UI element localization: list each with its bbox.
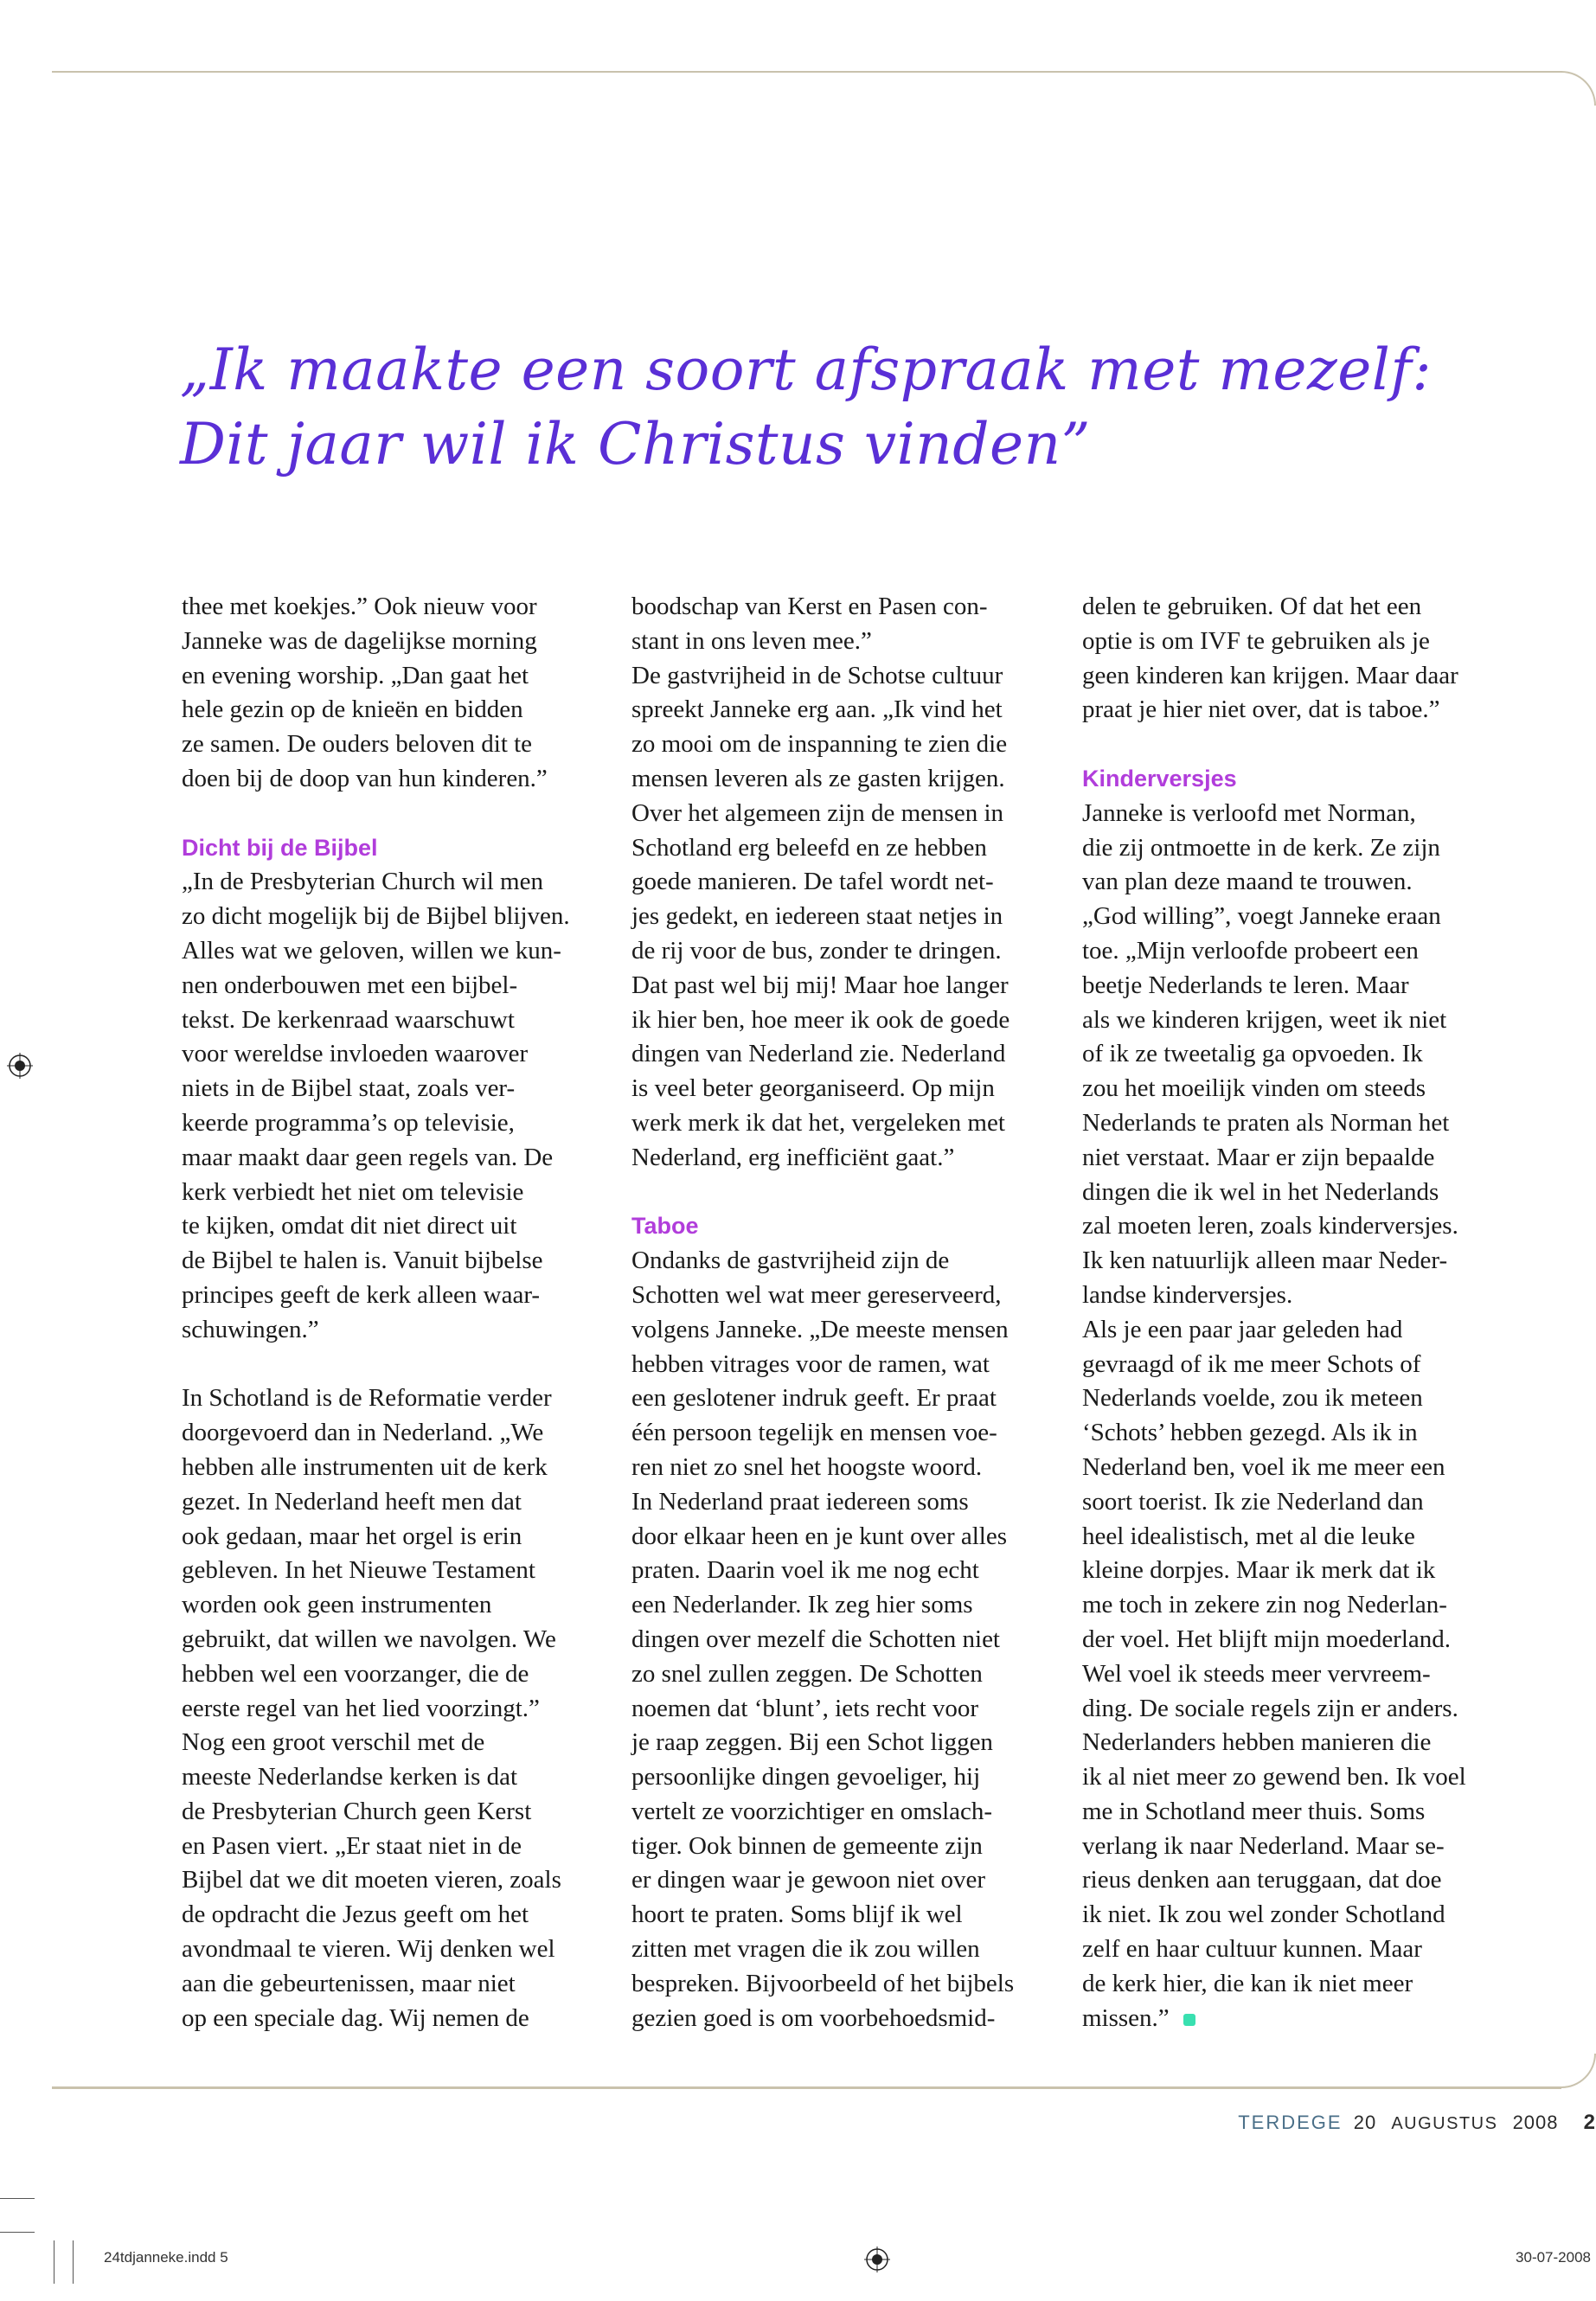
text-line: Nederlands voelde, zou ik meteen: [1082, 1384, 1423, 1413]
issue-year: 2008: [1512, 2112, 1559, 2133]
section-heading-taboe: Taboe: [631, 1213, 699, 1240]
text-line: persoonlijke dingen gevoeliger, hij: [631, 1763, 981, 1791]
text-line: hebben vitrages voor de ramen, wat: [631, 1349, 990, 1378]
crop-mark: [0, 2232, 35, 2233]
text-line: „God willing”, voegt Janneke eraan: [1082, 902, 1441, 931]
text-line: te kijken, omdat dit niet direct uit: [182, 1212, 517, 1240]
text-line: spreekt Janneke erg aan. „Ik vind het: [631, 695, 1003, 724]
text-line: tekst. De kerkenraad waarschuwt: [182, 1005, 515, 1034]
article-end-mark-icon: [1183, 2014, 1195, 2026]
text-line: de opdracht die Jezus geeft om het: [182, 1900, 529, 1929]
text-line: kerk verbiedt het niet om televisie: [182, 1177, 524, 1206]
text-line: door elkaar heen en je kunt over alles: [631, 1522, 1008, 1550]
text-line: me in Schotland meer thuis. Soms: [1082, 1797, 1426, 1825]
text-line: voor wereldse invloeden waarover: [182, 1040, 529, 1068]
text-line: thee met koekjes.” Ook nieuw voor: [182, 593, 537, 620]
text-line: kleine dorpjes. Maar ik merk dat ik: [1082, 1556, 1436, 1585]
text-line: ik hier ben, hoe meer ik ook de goede: [631, 1005, 1010, 1034]
text-line: Nederland ben, voel ik me meer een: [1082, 1452, 1445, 1481]
text-line: rieus denken aan teruggaan, dat doe: [1082, 1866, 1442, 1894]
text-line: zitten met vragen die ik zou willen: [631, 1935, 980, 1964]
text-line: meeste Nederlandse kerken is dat: [182, 1763, 518, 1791]
text-line: ren niet zo snel het hoogste woord.: [631, 1452, 983, 1481]
text-line: Nederlanders hebben manieren die: [1082, 1728, 1432, 1757]
text-line: de kerk hier, die kan ik niet meer: [1082, 1969, 1413, 1997]
text-line: aan die gebeurtenissen, maar niet: [182, 1969, 516, 1997]
text-line: Janneke was de dagelijkse morning: [182, 626, 537, 655]
text-line: niets in de Bijbel staat, zoals ver-: [182, 1074, 516, 1103]
text-line: gebleven. In het Nieuwe Testament: [182, 1556, 535, 1585]
text-line: werk merk ik dat het, vergeleken met: [631, 1108, 1005, 1137]
text-line: ze samen. De ouders beloven dit te: [182, 730, 533, 759]
text-line: Ondanks de gastvrijheid zijn de: [631, 1247, 950, 1275]
text-line: In Schotland is de Reformatie verder: [182, 1384, 552, 1413]
text-line: op een speciale dag. Wij nemen de: [182, 2003, 529, 2032]
text-line: de rij voor de bus, zonder te dringen.: [631, 936, 1002, 965]
text-line: de Bijbel te halen is. Vanuit bijbelse: [182, 1247, 543, 1275]
text-line: als we kinderen krijgen, weet ik niet: [1082, 1005, 1447, 1034]
text-line: je raap zeggen. Bij een Schot liggen: [631, 1728, 993, 1757]
last-line-text: missen.”: [1082, 2003, 1170, 2032]
article-column-1: [182, 590, 614, 2035]
issue-month: AUGUSTUS: [1391, 2114, 1498, 2133]
text-line: noemen dat ‘blunt’, iets recht voor: [631, 1694, 979, 1722]
text-line: keerde programma’s op televisie,: [182, 1108, 515, 1137]
text-line: avondmaal te vieren. Wij denken wel: [182, 1935, 555, 1964]
text-line: gezet. In Nederland heeft men dat: [182, 1487, 522, 1516]
slug-date: 30-07-2008: [1516, 2249, 1591, 2266]
text-line: gevraagd of ik me meer Schots of: [1082, 1349, 1421, 1378]
text-line: jes gedekt, en iedereen staat netjes in: [631, 902, 1003, 931]
text-line: geen kinderen kan krijgen. Maar daar: [1082, 661, 1458, 689]
section-heading-dicht-bij-de-bijbel: Dicht bij de Bijbel: [182, 834, 378, 861]
text-line: worden ook geen instrumenten: [182, 1591, 492, 1619]
pull-quote-line-1: „Ik maakte een soort afspraak met mezelf:: [180, 336, 1433, 403]
text-line: zelf en haar cultuur kunnen. Maar: [1082, 1935, 1422, 1964]
article-column-3: [1082, 590, 1515, 2035]
text-line-last: [1082, 2002, 1515, 2036]
magazine-name: TERDEGE: [1238, 2112, 1343, 2133]
text-line: doen bij de doop van hun kinderen.”: [182, 764, 548, 792]
text-line: ding. De sociale regels zijn er anders.: [1082, 1694, 1458, 1722]
pull-quote-line-2: Dit jaar wil ik Christus vinden”: [180, 411, 1091, 478]
text-line: Ik ken natuurlijk alleen maar Neder-: [1082, 1247, 1448, 1275]
text-line: „In de Presbyterian Church wil men: [182, 868, 543, 896]
text-line: dingen over mezelf die Schotten niet: [631, 1625, 1000, 1653]
text-line: stant in ons leven mee.”: [631, 626, 872, 655]
registration-mark-icon: [864, 2247, 890, 2272]
text-line: zou het moeilijk vinden om steeds: [1082, 1074, 1426, 1103]
text-line: beetje Nederlands te leren. Maar: [1082, 971, 1409, 999]
slug-filename: 24tdjanneke.indd 5: [104, 2249, 228, 2266]
text-line: me toch in zekere zin nog Nederlan-: [1082, 1591, 1447, 1619]
text-line: zal moeten leren, zoals kinderversjes.: [1082, 1212, 1458, 1240]
text-line: vertelt ze voorzichtiger en omslach-: [631, 1797, 993, 1825]
text-line: praten. Daarin voel ik me nog echt: [631, 1556, 979, 1585]
top-frame-corner: [52, 71, 1596, 106]
text-line: In Nederland praat iedereen soms: [631, 1487, 969, 1516]
paragraph: [182, 590, 614, 797]
text-line: soort toerist. Ik zie Nederland dan: [1082, 1487, 1424, 1516]
paragraph: [182, 1381, 614, 2035]
text-line: niet verstaat. Maar er zijn bepaalde: [1082, 1143, 1435, 1171]
registration-mark-icon: [7, 1053, 33, 1079]
text-line: goede manieren. De tafel wordt net-: [631, 868, 994, 896]
text-line: ik al niet meer zo gewend ben. Ik voel: [1082, 1763, 1466, 1791]
text-line: één persoon tegelijk en mensen voe-: [631, 1419, 997, 1447]
paragraph: [631, 590, 1064, 1176]
text-line: praat je hier niet over, dat is taboe.”: [1082, 695, 1440, 724]
text-line: hebben alle instrumenten uit de kerk: [182, 1452, 548, 1481]
text-line: landse kinderversjes.: [1082, 1280, 1293, 1309]
pull-quote: [180, 333, 1529, 482]
text-line: mensen leveren als ze gasten krijgen.: [631, 764, 1005, 792]
text-line: gebruikt, dat willen we navolgen. We: [182, 1625, 556, 1653]
crop-mark: [0, 2198, 35, 2199]
page-footer: [1238, 2111, 1596, 2135]
text-line: eerste regel van het lied voorzingt.”: [182, 1694, 540, 1722]
text-line: Nog een groot verschil met de: [182, 1728, 485, 1757]
text-line: de Presbyterian Church geen Kerst: [182, 1797, 532, 1825]
bottom-frame-corner: [52, 2054, 1596, 2088]
text-line: der voel. Het blijft mijn moederland.: [1082, 1625, 1452, 1653]
text-line: ‘Schots’ hebben gezegd. Als ik in: [1082, 1419, 1418, 1447]
text-line: tiger. Ook binnen de gemeente zijn: [631, 1831, 983, 1860]
text-line: een geslotener indruk geeft. Er praat: [631, 1384, 997, 1413]
text-line: dingen die ik wel in het Nederlands: [1082, 1177, 1439, 1206]
paragraph: [1082, 590, 1515, 727]
text-line: Als je een paar jaar geleden had: [1082, 1315, 1403, 1343]
text-line: dingen van Nederland zie. Nederland: [631, 1040, 1006, 1068]
text-line: en Pasen viert. „Er staat niet in de: [182, 1831, 522, 1860]
text-line: De gastvrijheid in de Schotse cultuur: [631, 661, 1003, 689]
text-line: heel idealistisch, met al die leuke: [1082, 1522, 1415, 1550]
text-line: delen te gebruiken. Of dat het een: [1082, 593, 1422, 620]
text-line: principes geeft de kerk alleen waar-: [182, 1280, 541, 1309]
text-line: schuwingen.”: [182, 1315, 319, 1343]
crop-mark: [73, 2240, 74, 2284]
text-line: bespreken. Bijvoorbeeld of het bijbels: [631, 1969, 1015, 1997]
text-line: Bijbel dat we dit moeten vieren, zoals: [182, 1866, 561, 1894]
text-line: Wel voel ik steeds meer vervreem-: [1082, 1659, 1431, 1688]
article-column-2: [631, 590, 1064, 2035]
text-line: boodschap van Kerst en Pasen con-: [631, 593, 988, 620]
text-line: verlang ik naar Nederland. Maar se-: [1082, 1831, 1445, 1860]
text-line: ook gedaan, maar het orgel is erin: [182, 1522, 522, 1550]
text-line: zo mooi om de inspanning te zien die: [631, 730, 1008, 759]
page-number: 2: [1583, 2111, 1596, 2134]
text-line: Schotten wel wat meer gereserveerd,: [631, 1280, 1002, 1309]
text-line: zo dicht mogelijk bij de Bijbel blijven.: [182, 902, 570, 931]
text-line: van plan deze maand te trouwen.: [1082, 868, 1413, 896]
text-line: een Nederlander. Ik zeg hier soms: [631, 1591, 973, 1619]
text-line: die zij ontmoette in de kerk. Ze zijn: [1082, 833, 1440, 862]
text-line: Dat past wel bij mij! Maar hoe langer: [631, 971, 1009, 999]
text-line: Nederland, erg inefficiënt gaat.”: [631, 1143, 955, 1171]
text-line: optie is om IVF te gebruiken als je: [1082, 626, 1430, 655]
text-line: Nederlands te praten als Norman het: [1082, 1108, 1450, 1137]
paragraph: [631, 1244, 1064, 2035]
text-line: ik niet. Ik zou wel zonder Schotland: [1082, 1900, 1445, 1929]
text-line: Over het algemeen zijn de mensen in: [631, 798, 1004, 827]
issue-day: 20: [1353, 2112, 1377, 2133]
text-line: er dingen waar je gewoon niet over: [631, 1866, 986, 1894]
text-line: nen onderbouwen met een bijbel-: [182, 971, 518, 999]
paragraph: [1082, 797, 1515, 2002]
text-line: maar maakt daar geen regels van. De: [182, 1143, 554, 1171]
paragraph: [182, 865, 614, 1347]
text-line: en evening worship. „Dan gaat het: [182, 661, 529, 689]
text-line: hebben wel een voorzanger, die de: [182, 1659, 529, 1688]
text-line: of ik ze tweetalig ga opvoeden. Ik: [1082, 1040, 1423, 1068]
text-line: hoort te praten. Soms blijf ik wel: [631, 1900, 963, 1929]
text-line: toe. „Mijn verloofde probeert een: [1082, 936, 1419, 965]
text-line: gezien goed is om voorbehoedsmid-: [631, 2003, 996, 2032]
text-line: hele gezin op de knieën en bidden: [182, 695, 523, 724]
text-line: is veel beter georganiseerd. Op mijn: [631, 1074, 995, 1103]
text-line: volgens Janneke. „De meeste mensen: [631, 1315, 1009, 1343]
text-line: Schotland erg beleefd en ze hebben: [631, 833, 987, 862]
text-line: doorgevoerd dan in Nederland. „We: [182, 1419, 544, 1447]
text-line: Alles wat we geloven, willen we kun-: [182, 936, 561, 965]
section-heading-kinderversjes: Kinderversjes: [1082, 765, 1237, 792]
text-line: Janneke is verloofd met Norman,: [1082, 798, 1416, 827]
text-line: zo snel zullen zeggen. De Schotten: [631, 1659, 983, 1688]
